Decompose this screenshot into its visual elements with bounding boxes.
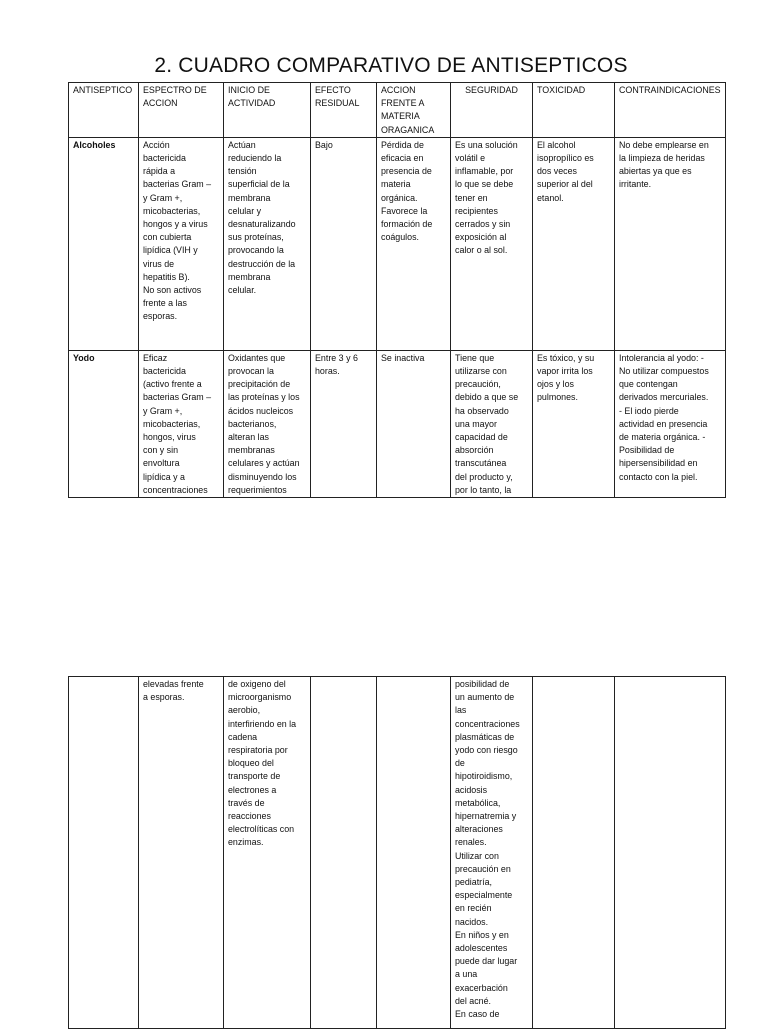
table-row-alcoholes bbox=[69, 137, 726, 350]
cell-antiseptico bbox=[69, 677, 139, 1029]
header-materia: ACCION FRENTE A MATERIA ORAGANICA bbox=[377, 83, 451, 138]
header-seguridad: SEGURIDAD bbox=[451, 83, 533, 138]
cell-toxicidad: El alcohol isopropílico es dos veces superior al del etanol. bbox=[533, 137, 615, 350]
cell-inicio: Oxidantes que provocan la precipitación de las proteínas y los ácidos nucleicos bacterianos, alteran las membranas celulares y actúan disminuyendo los requerimientos bbox=[224, 350, 311, 497]
header-antiseptico: ANTISEPTICO bbox=[69, 83, 139, 138]
cell-toxicidad: Es tóxico, y su vapor irrita los ojos y los pulmones. bbox=[533, 350, 615, 497]
cell-antiseptico: Yodo bbox=[69, 350, 139, 497]
cell-materia: Pérdida de eficacia en presencia de materia orgánica. Favorece la formación de coágulos. bbox=[377, 137, 451, 350]
header-espectro: ESPECTRO DE ACCION bbox=[139, 83, 224, 138]
table-row-yodo bbox=[69, 350, 726, 497]
cell-seguridad: Tiene que utilizarse con precaución, debido a que se ha observado una mayor capacidad de absorción transcutánea del producto y, por lo tanto, la bbox=[451, 350, 533, 497]
header-residual: EFECTO RESIDUAL bbox=[311, 83, 377, 138]
cell-contraindicaciones: Intolerancia al yodo: - No utilizar compuestos que contengan derivados mercuriales. - El iodo pierde actividad en presencia de materia orgánica. - Posibilidad de hipersensibilidad en contacto con la piel. bbox=[615, 350, 726, 497]
cell-seguridad: posibilidad de un aumento de las concentraciones plasmáticas de yodo con riesgo de hipotiroidismo, acidosis metabólica, hipernatremia y alteraciones renales. Utilizar con precaución en pediatría, especialmente en recién nacidos. En niños y en adolescentes puede dar lugar a una exacerbación del acné. En caso de bbox=[451, 677, 533, 1029]
cell-espectro: Acción bactericida rápida a bacterias Gram – y Gram +, micobacterias, hongos y a virus con cubierta lipídica (VIH y virus de hepatitis B). No son activos frente a las esporas. bbox=[139, 137, 224, 350]
cell-residual: Entre 3 y 6 horas. bbox=[311, 350, 377, 497]
header-inicio: INICIO DE ACTIVIDAD bbox=[224, 83, 311, 138]
cell-espectro: elevadas frente a esporas. bbox=[139, 677, 224, 1029]
document-title: 2. CUADRO COMPARATIVO DE ANTISEPTICOS bbox=[154, 54, 628, 77]
cell-toxicidad bbox=[533, 677, 615, 1029]
cell-inicio: Actúan reduciendo la tensión superficial de la membrana celular y desnaturalizando sus proteínas, provocando la destrucción de la membrana celular. bbox=[224, 137, 311, 350]
cell-materia bbox=[377, 677, 451, 1029]
table-row-yodo-continued bbox=[69, 677, 726, 1029]
table-header-row bbox=[69, 83, 726, 138]
antiseptic-comparison-table-continued bbox=[68, 676, 726, 1029]
cell-seguridad: Es una solución volátil e inflamable, por lo que se debe tener en recipientes cerrados y sin exposición al calor o al sol. bbox=[451, 137, 533, 350]
cell-residual bbox=[311, 677, 377, 1029]
cell-residual: Bajo bbox=[311, 137, 377, 350]
header-toxicidad: TOXICIDAD bbox=[533, 83, 615, 138]
antiseptic-comparison-table bbox=[68, 82, 726, 498]
cell-espectro: Eficaz bactericida (activo frente a bacterias Gram – y Gram +, micobacterias, hongos, virus con y sin envoltura lipídica y a concentraciones bbox=[139, 350, 224, 497]
cell-contraindicaciones: No debe emplearse en la limpieza de heridas abiertas ya que es irritante. bbox=[615, 137, 726, 350]
cell-materia: Se inactiva bbox=[377, 350, 451, 497]
cell-contraindicaciones bbox=[615, 677, 726, 1029]
cell-antiseptico: Alcoholes bbox=[69, 137, 139, 350]
cell-inicio: de oxigeno del microorganismo aerobio, interfiriendo en la cadena respiratoria por bloqueo del transporte de electrones a través de reacciones electrolíticas con enzimas. bbox=[224, 677, 311, 1029]
header-contraindicaciones: CONTRAINDICACIONES bbox=[615, 83, 726, 138]
